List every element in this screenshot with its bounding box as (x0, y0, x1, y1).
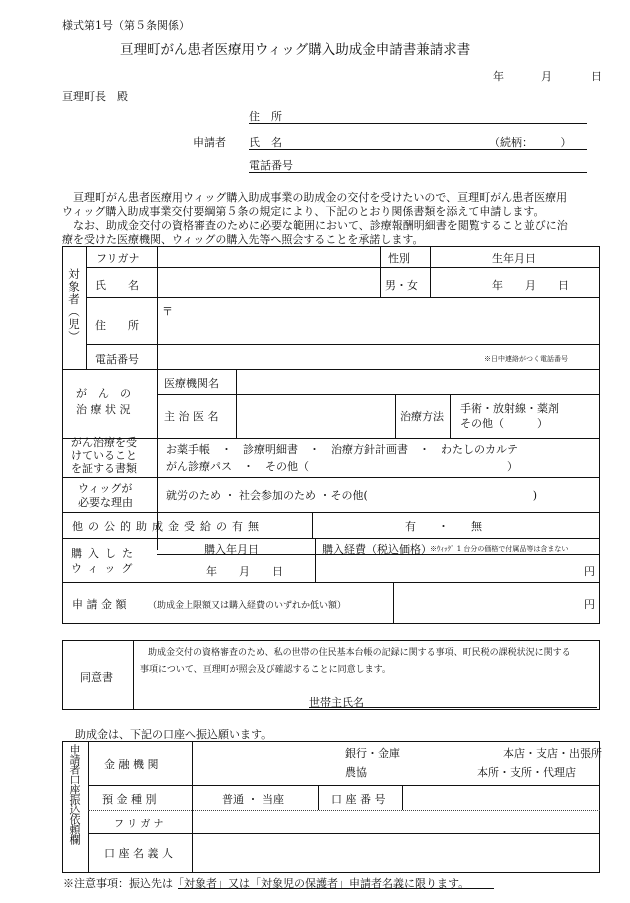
purchase-date[interactable]: 年 月 日 (206, 565, 283, 578)
gender-label: 性別 (388, 252, 410, 265)
consent-text-2: 事項について、亘理町が照会及び確認することに同意します。 (140, 665, 391, 675)
applicant-name-line[interactable] (249, 149, 587, 150)
branch-type-2[interactable]: 本所・支所・代理店 (477, 766, 576, 779)
reason-options[interactable]: 就労のため ・ 社会参加のため ・その他( ) (166, 489, 538, 502)
method-option-1[interactable]: 手術・放射線・薬剤 (460, 402, 559, 415)
proof-label-1: がん治療を受 (71, 436, 137, 449)
date-day: 日 (591, 70, 602, 83)
bank-institution-label: 金 融 機 関 (104, 758, 159, 771)
household-head-line[interactable] (309, 707, 597, 708)
account-number-label: 口 座 番 号 (331, 793, 386, 806)
method-option-2[interactable]: その他（ ） (460, 417, 548, 430)
purchase-date-label: 購入年月日 (204, 543, 259, 556)
phone-note: ※日中連絡がつく電話番号 (484, 355, 568, 363)
branch-type-1[interactable]: 本店・支店・出張所 (503, 747, 602, 760)
subject-address-label: 住 所 (95, 319, 139, 332)
consent-text-1: 助成金交付の資格審査のため、私の世帯の住民基本台帳の記録に関する事項、町民税の課税状況に関する (148, 648, 571, 658)
applicant-name-label: 氏 名 (249, 136, 282, 149)
purchase-label-1: 購入した (71, 547, 139, 560)
bank-intro: 助成金は、下記の口座へ振込願います。 (75, 728, 273, 741)
doctor-label: 主 治 医 名 (164, 410, 219, 423)
proof-options-2[interactable]: がん診療パス ・ その他（ ） (166, 460, 518, 473)
reason-label-1: ウィッグが (78, 482, 133, 495)
applicant-relation: （続柄： ） (489, 136, 572, 149)
purchase-cost-note: ※ｳｨｯｸﾞ 1 台分の価格で付属品等は含まない (430, 545, 569, 553)
deposit-options[interactable]: 普通 ・ 当座 (222, 793, 284, 806)
applicant-address-line[interactable] (249, 123, 587, 124)
date-year: 年 (493, 70, 504, 83)
intro-line-2: ウィッグ購入助成事業交付要綱第５条の規定により、下記のとおり関係書類を添えて申請します。 (62, 205, 545, 218)
method-label: 治療方法 (400, 410, 444, 423)
birth-date[interactable]: 年 月 日 (492, 279, 569, 292)
purchase-cost-label: 購入経費（税込価格） (322, 543, 432, 556)
account-holder-label: 口 座 名 義 人 (104, 847, 173, 860)
amount-yen: 円 (584, 598, 595, 611)
date-month: 月 (541, 70, 552, 83)
purchase-yen: 円 (584, 565, 595, 578)
bank-type-1[interactable]: 銀行・金庫 (345, 747, 400, 760)
subject-furigana-label: フリガナ (96, 252, 140, 265)
intro-line-4: 療を受けた医療機関、ウィッグの購入先等へ照会することを承諾します。 (62, 233, 424, 246)
institution-label: 医療機関名 (164, 377, 219, 390)
intro-line-1: 亘理町がん患者医療用ウィッグ購入助成事業の助成金の交付を受けたいので、亘理町がん患者医療用 (62, 191, 568, 204)
intro-line-3: なお、助成金交付の資格審査のために必要な範囲において、診療報酬明細書を閲覧すること並びに治 (62, 219, 568, 232)
gender-options[interactable]: 男・女 (385, 279, 418, 292)
subject-label: 対象者（児） (67, 268, 81, 343)
bank-note: ※注意事項：振込先は「対象者」又は「対象児の保護者」申請者名義に限ります。 (63, 877, 470, 890)
applicant-phone-label: 電話番号 (249, 159, 293, 172)
reason-label-2: 必要な理由 (78, 496, 133, 509)
amount-label: 申 請 金 額 (72, 598, 127, 611)
bank-type-2[interactable]: 農協 (345, 766, 367, 779)
consent-label: 同意書 (80, 671, 113, 684)
household-head-label: 世帯主氏名 (309, 696, 364, 709)
proof-options-1[interactable]: お薬手帳 ・ 診療明細書 ・ 治療方針計画書 ・ わたしのカルテ (166, 443, 518, 456)
purchase-label-2: ウィッグ (71, 562, 139, 575)
treatment-label-1: が ん の (76, 387, 131, 400)
applicant-label: 申請者 (193, 136, 226, 149)
amount-note: （助成金上限額又は購入経費のいずれか低い額） (148, 601, 347, 611)
form-number: 様式第1号（第５条関係） (62, 19, 190, 32)
subject-name-label: 氏 名 (95, 279, 139, 292)
proof-label-3: を証する書類 (71, 462, 137, 475)
other-subsidy-label: 他の公的助成金受給の有無 (72, 520, 264, 533)
treatment-label-2: 治 療 状 況 (76, 403, 131, 416)
deposit-type-label: 預 金 種 別 (102, 793, 157, 806)
other-subsidy-options[interactable]: 有 ・ 無 (405, 520, 482, 533)
subject-phone-label: 電話番号 (95, 353, 139, 366)
birth-label: 生年月日 (492, 252, 536, 265)
proof-label-2: けていること (71, 449, 137, 462)
bank-note-underline (178, 888, 494, 889)
main-table (62, 246, 600, 624)
applicant-address-label: 住 所 (249, 110, 282, 123)
applicant-phone-line[interactable] (249, 172, 587, 173)
holder-furigana-label: フ リ ガ ナ (114, 819, 164, 830)
bank-section-label: 申請者口座振込依頼欄 (68, 744, 81, 844)
postal-mark: 〒 (162, 305, 173, 318)
page-title: 亘理町がん患者医療用ウィッグ購入助成金申請書兼請求書 (120, 42, 471, 58)
addressee: 亘理町長 殿 (62, 90, 128, 103)
